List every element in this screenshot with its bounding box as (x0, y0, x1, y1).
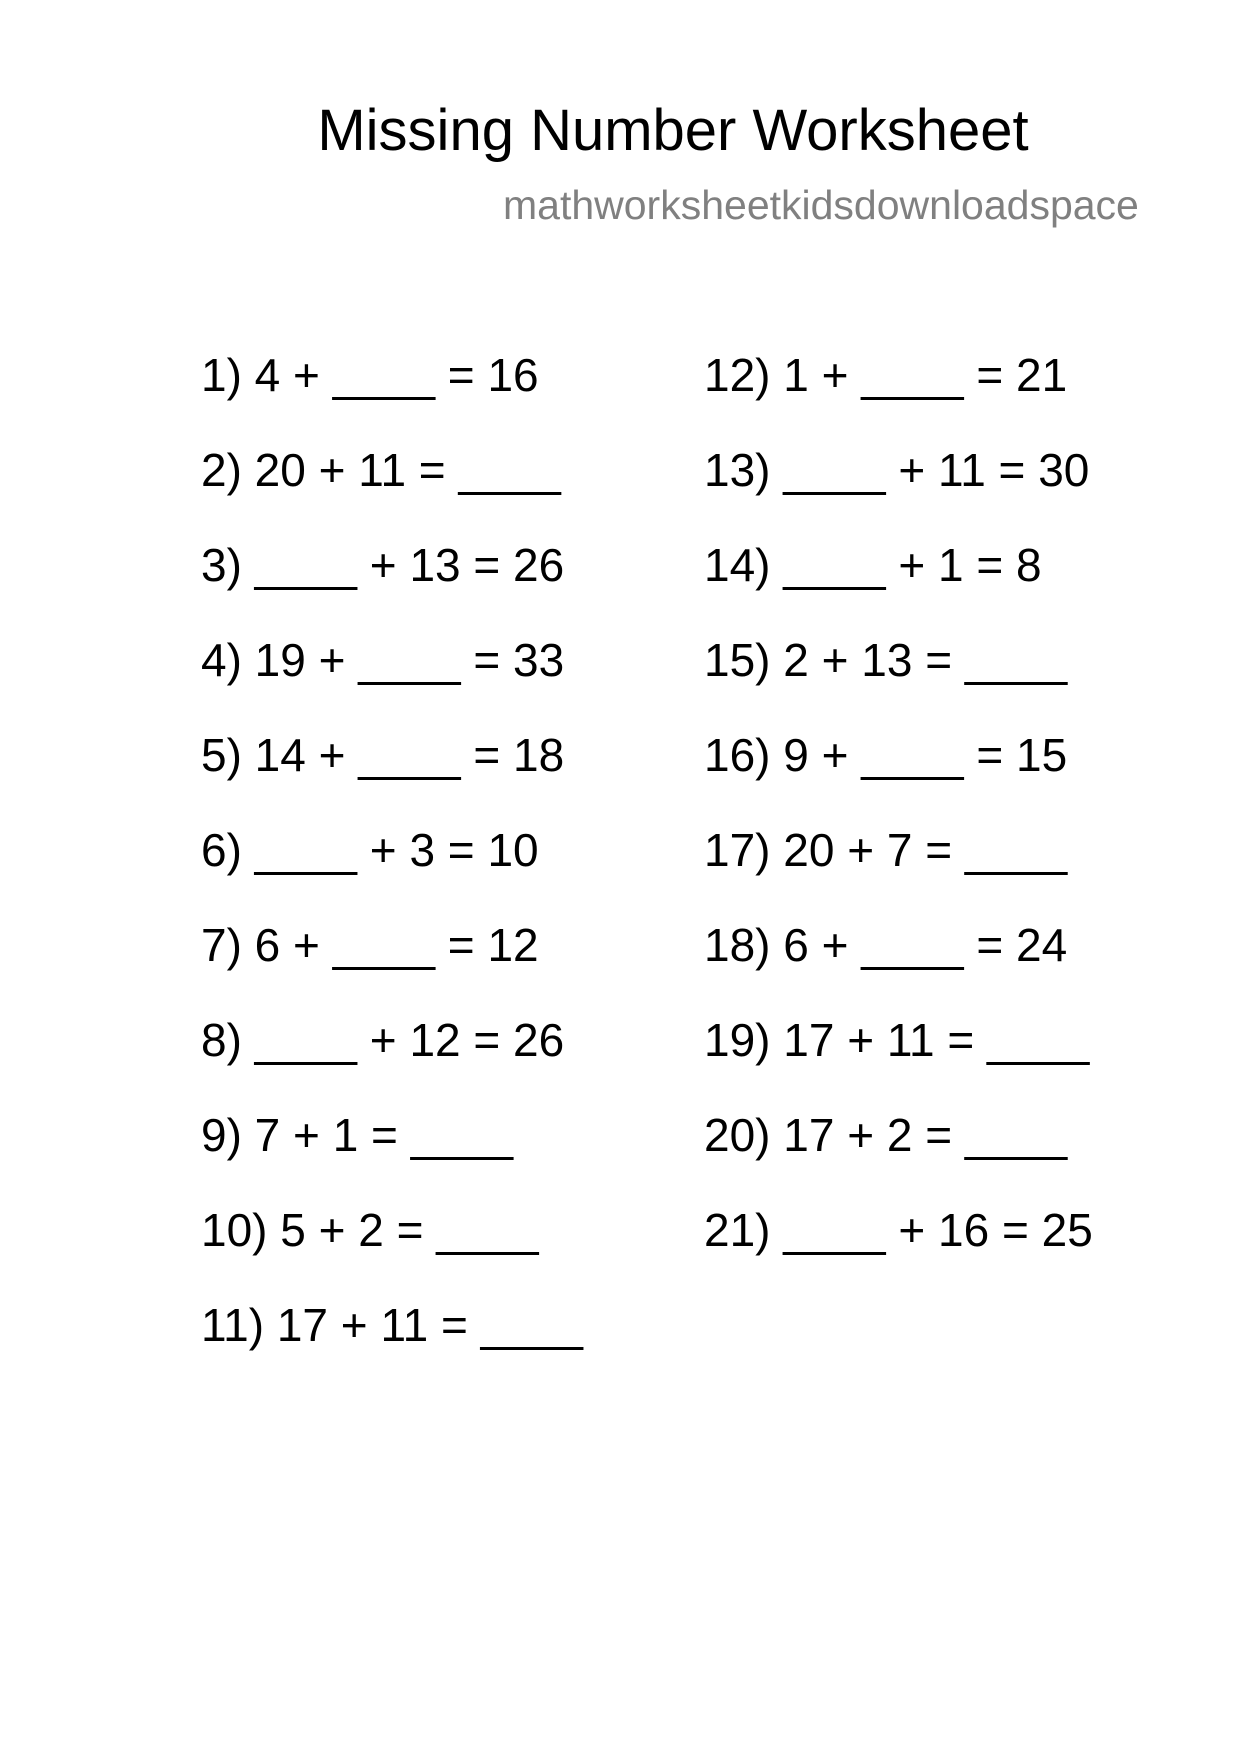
problem-item: 9) 7 + 1 = ____ (201, 1109, 514, 1161)
problem-item: 10) 5 + 2 = ____ (201, 1204, 539, 1256)
problem-item: 19) 17 + 11 = ____ (704, 1014, 1090, 1066)
worksheet-title: Missing Number Worksheet (317, 98, 1029, 163)
problem-item: 1) 4 + ____ = 16 (201, 349, 539, 401)
problem-item: 5) 14 + ____ = 18 (201, 729, 565, 781)
problems-column-right (704, 348, 1093, 1298)
problem-item: 13) ____ + 11 = 30 (704, 444, 1090, 496)
problem-item: 18) 6 + ____ = 24 (704, 919, 1068, 971)
problems-column-left (201, 348, 583, 1393)
problem-item: 21) ____ + 16 = 25 (704, 1204, 1093, 1256)
problem-item: 16) 9 + ____ = 15 (704, 729, 1068, 781)
problem-item: 6) ____ + 3 = 10 (201, 824, 539, 876)
problem-item: 3) ____ + 13 = 26 (201, 539, 565, 591)
problem-item: 20) 17 + 2 = ____ (704, 1109, 1068, 1161)
problem-item: 7) 6 + ____ = 12 (201, 919, 539, 971)
problem-item: 8) ____ + 12 = 26 (201, 1014, 565, 1066)
problem-item: 15) 2 + 13 = ____ (704, 634, 1068, 686)
problem-item: 12) 1 + ____ = 21 (704, 349, 1068, 401)
problem-item: 2) 20 + 11 = ____ (201, 444, 561, 496)
problem-item: 11) 17 + 11 = ____ (201, 1299, 583, 1351)
problem-item: 4) 19 + ____ = 33 (201, 634, 565, 686)
worksheet-subtitle: mathworksheetkidsdownloadspace (503, 182, 1139, 228)
problem-item: 14) ____ + 1 = 8 (704, 539, 1042, 591)
problem-item: 17) 20 + 7 = ____ (704, 824, 1068, 876)
